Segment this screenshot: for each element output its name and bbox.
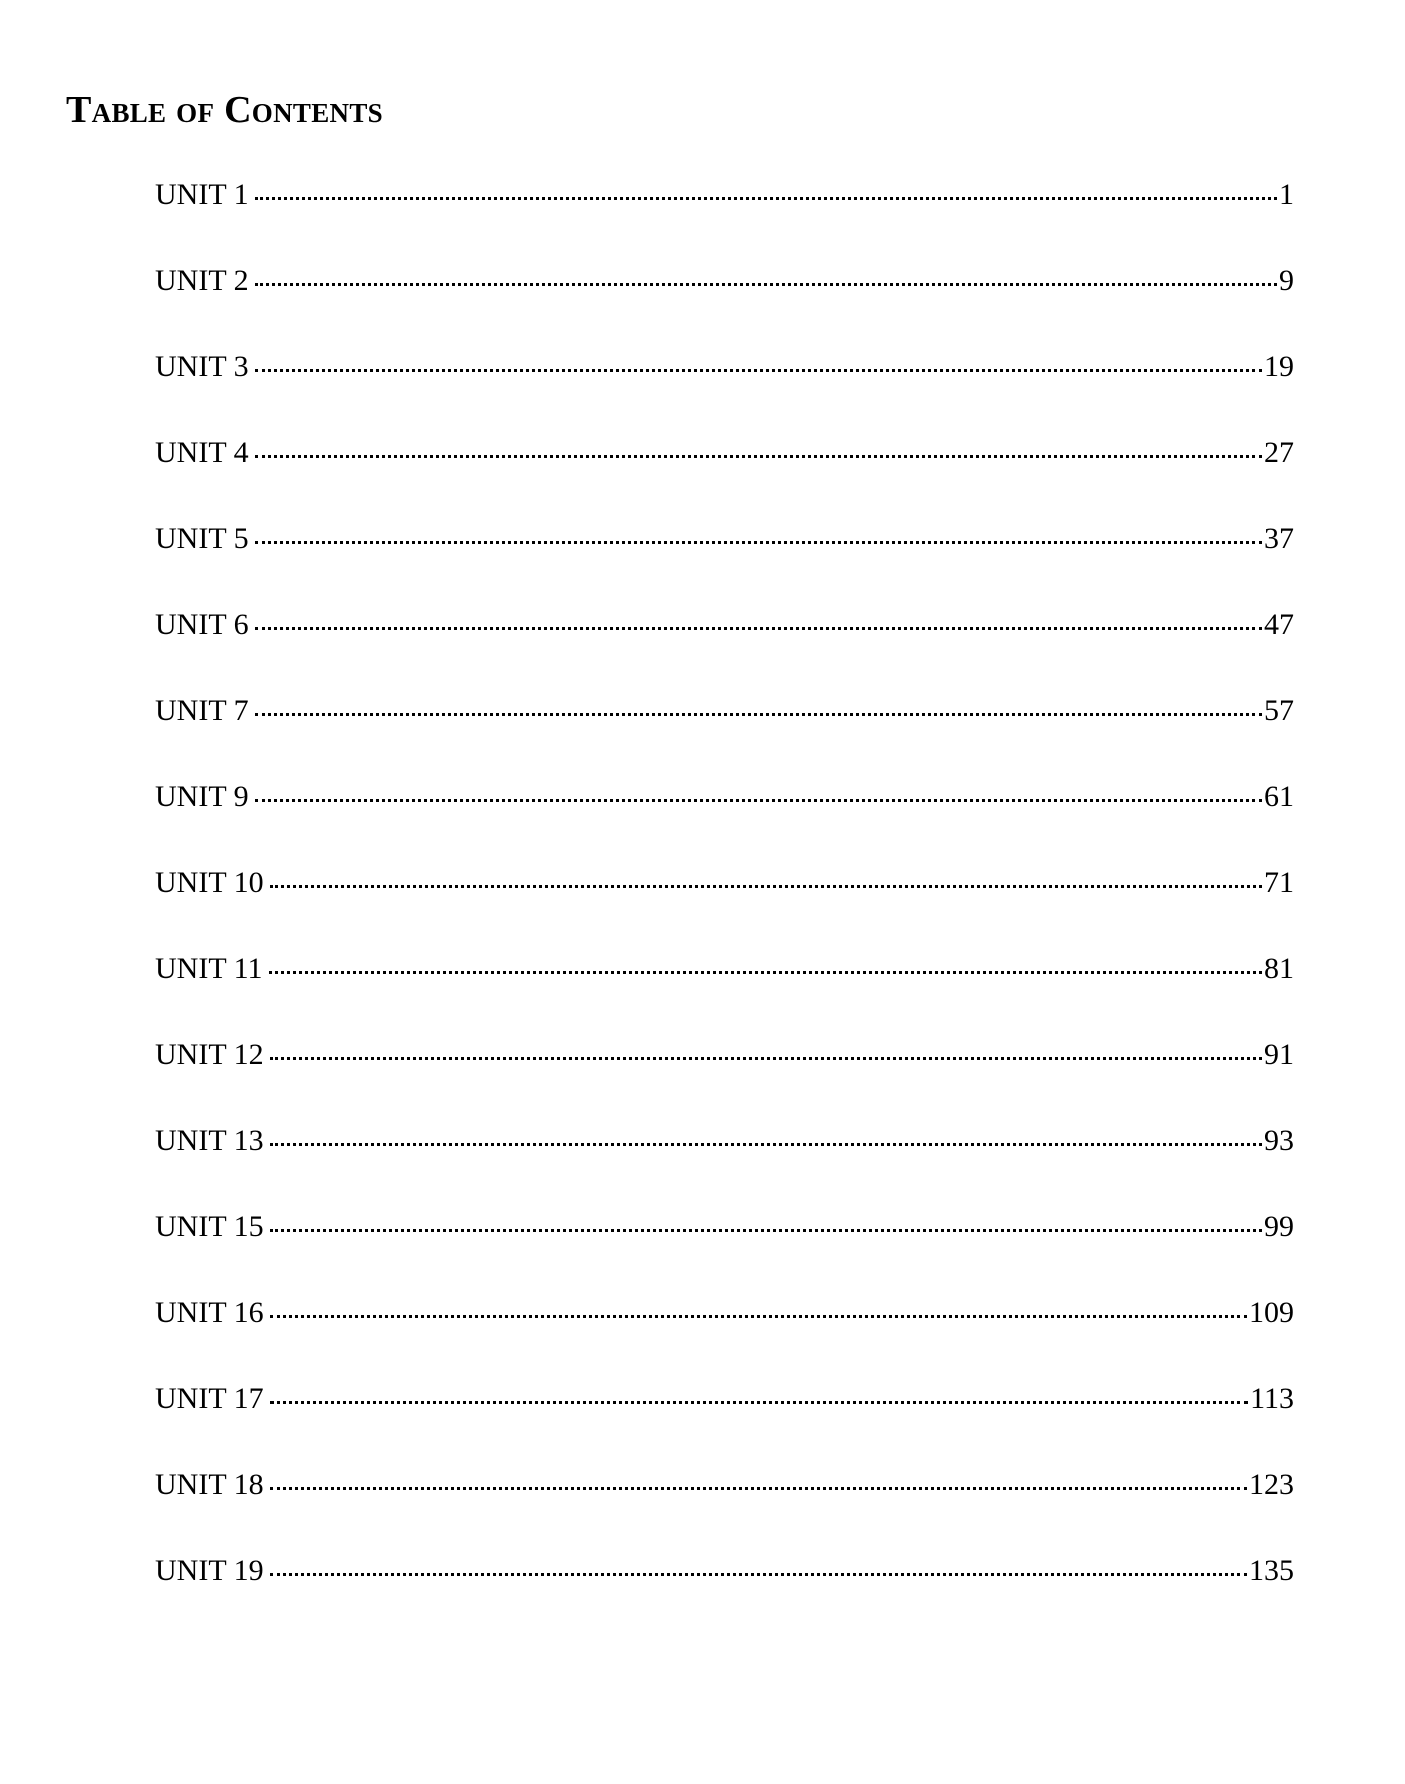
toc-entry[interactable] — [155, 342, 1294, 428]
toc-entry[interactable] — [155, 1288, 1294, 1374]
toc-entry-label: UNIT 10 — [155, 866, 264, 899]
toc-entry-label: UNIT 16 — [155, 1296, 264, 1329]
toc-entry-page-number: 19 — [1264, 350, 1294, 383]
dot-leader — [270, 1573, 1247, 1576]
toc-entry-page-number: 71 — [1264, 866, 1294, 899]
toc-entry-label: UNIT 18 — [155, 1468, 264, 1501]
toc-entry-label: UNIT 5 — [155, 522, 249, 555]
toc-entry[interactable] — [155, 1374, 1294, 1460]
toc-entry-label: UNIT 6 — [155, 608, 249, 641]
toc-entry-label: UNIT 2 — [155, 264, 249, 297]
toc-entry-page-number: 57 — [1264, 694, 1294, 727]
toc-entry-page-number: 99 — [1264, 1210, 1294, 1243]
toc-entry-label: UNIT 19 — [155, 1554, 264, 1587]
toc-entry-page-number: 135 — [1249, 1554, 1294, 1587]
dot-leader — [270, 1229, 1262, 1232]
toc-entry[interactable] — [155, 170, 1294, 256]
toc-entry-label: UNIT 13 — [155, 1124, 264, 1157]
toc-entry-page-number: 61 — [1264, 780, 1294, 813]
toc-entry-label: UNIT 9 — [155, 780, 249, 813]
toc-entry-page-number: 113 — [1250, 1382, 1294, 1415]
dot-leader — [255, 799, 1262, 802]
toc-entry-label: UNIT 4 — [155, 436, 249, 469]
toc-entry-page-number: 47 — [1264, 608, 1294, 641]
toc-entry-page-number: 91 — [1264, 1038, 1294, 1071]
toc-entry[interactable] — [155, 858, 1294, 944]
toc-entry[interactable] — [155, 514, 1294, 600]
toc-entry[interactable] — [155, 944, 1294, 1030]
dot-leader — [270, 1401, 1249, 1404]
toc-entry-page-number: 27 — [1264, 436, 1294, 469]
toc-entry[interactable] — [155, 428, 1294, 514]
dot-leader — [255, 455, 1262, 458]
toc-entry[interactable] — [155, 1460, 1294, 1546]
toc-entry-page-number: 1 — [1279, 178, 1294, 211]
dot-leader — [255, 283, 1277, 286]
dot-leader — [270, 1057, 1262, 1060]
toc-entry-label: UNIT 12 — [155, 1038, 264, 1071]
toc-entry[interactable] — [155, 1116, 1294, 1202]
toc-entry[interactable] — [155, 686, 1294, 772]
toc-entry[interactable] — [155, 1030, 1294, 1116]
toc-entry-label: UNIT 7 — [155, 694, 249, 727]
toc-title: Table of Contents — [66, 89, 383, 131]
toc-entry[interactable] — [155, 772, 1294, 858]
toc-list — [155, 170, 1294, 1632]
dot-leader — [270, 885, 1262, 888]
toc-entry[interactable] — [155, 256, 1294, 342]
dot-leader — [255, 197, 1277, 200]
toc-entry-label: UNIT 3 — [155, 350, 249, 383]
dot-leader — [269, 971, 1263, 974]
dot-leader — [255, 541, 1262, 544]
toc-entry-page-number: 81 — [1264, 952, 1294, 985]
toc-entry-page-number: 9 — [1279, 264, 1294, 297]
dot-leader — [255, 627, 1262, 630]
toc-entry-label: UNIT 17 — [155, 1382, 264, 1415]
toc-entry-page-number: 37 — [1264, 522, 1294, 555]
dot-leader — [255, 369, 1262, 372]
toc-entry[interactable] — [155, 1202, 1294, 1288]
toc-entry[interactable] — [155, 600, 1294, 686]
dot-leader — [255, 713, 1262, 716]
toc-entry-label: UNIT 15 — [155, 1210, 264, 1243]
toc-entry-label: UNIT 11 — [155, 952, 263, 985]
toc-entry-page-number: 109 — [1249, 1296, 1294, 1329]
toc-entry-label: UNIT 1 — [155, 178, 249, 211]
dot-leader — [270, 1315, 1247, 1318]
toc-entry-page-number: 93 — [1264, 1124, 1294, 1157]
dot-leader — [270, 1487, 1247, 1490]
toc-entry[interactable] — [155, 1546, 1294, 1632]
dot-leader — [270, 1143, 1262, 1146]
toc-entry-page-number: 123 — [1249, 1468, 1294, 1501]
